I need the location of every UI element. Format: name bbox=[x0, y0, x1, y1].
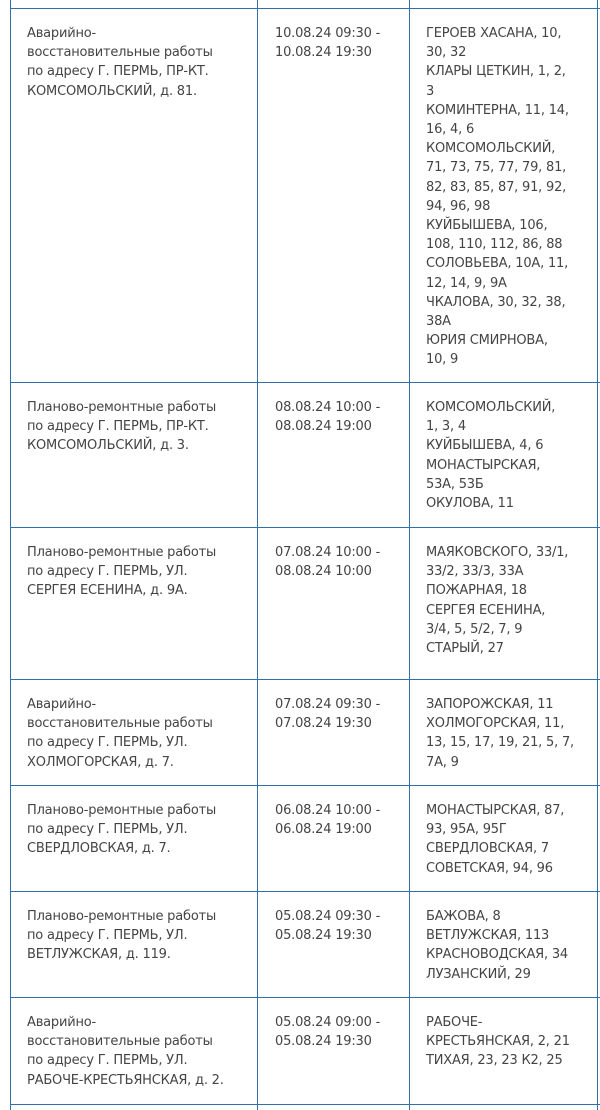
cell-text-line: 13, 15, 17, 19, 21, 5, 7, bbox=[426, 735, 574, 751]
row-border bbox=[10, 891, 600, 892]
cell-text-line: ОКУЛОВА, 11 bbox=[426, 496, 514, 512]
cell-text-line: КОМСОМОЛЬСКИЙ, bbox=[426, 400, 556, 415]
cell-text-line: БАЖОВА, 8 bbox=[426, 909, 501, 924]
cell-text-line: 82, 83, 85, 87, 91, 92, bbox=[426, 179, 567, 195]
addresses-cell bbox=[426, 1013, 596, 1071]
work-description-cell bbox=[27, 1013, 252, 1090]
cell-text-line: 30, 32 bbox=[426, 45, 467, 61]
cell-text-line: 10.08.24 19:30 bbox=[275, 45, 372, 61]
addresses-cell bbox=[426, 907, 596, 984]
cell-text-line: восстановительные работы bbox=[27, 1034, 213, 1050]
cell-text-line: 3/4, 5, 5/2, 7, 9 bbox=[426, 621, 523, 637]
column-border bbox=[409, 0, 410, 1110]
cell-text-line: 108, 110, 112, 86, 88 bbox=[426, 237, 563, 253]
cell-text-line: СВЕРДЛОВСКАЯ, д. 7. bbox=[27, 841, 171, 857]
cell-text-line: МАЯКОВСКОГО, 33/1, bbox=[426, 545, 569, 560]
cell-text-line: ХОЛМОГОРСКАЯ, д. 7. bbox=[27, 754, 174, 770]
cell-text-line: 94, 96, 98 bbox=[426, 198, 491, 214]
cell-text-line: 07.08.24 10:00 - bbox=[275, 545, 381, 560]
cell-text-line: РАБОЧЕ- bbox=[426, 1015, 483, 1030]
cell-text-line: КОМСОМОЛЬСКИЙ, bbox=[426, 141, 556, 157]
period-cell bbox=[275, 543, 405, 581]
cell-text-line: Планово-ремонтные работы bbox=[27, 803, 217, 818]
cell-text-line: 10.08.24 09:30 - bbox=[275, 26, 381, 41]
row-border bbox=[10, 527, 600, 528]
work-description-cell bbox=[27, 801, 252, 859]
cell-text-line: КУЙБЫШЕВА, 106, bbox=[426, 218, 548, 234]
work-description-cell bbox=[27, 695, 252, 772]
cell-text-line: 05.08.24 09:30 - bbox=[275, 909, 381, 924]
cell-text-line: 07.08.24 09:30 - bbox=[275, 697, 381, 712]
cell-text-line: 05.08.24 09:00 - bbox=[275, 1015, 381, 1030]
cell-text-line: ТИХАЯ, 23, 23 К2, 25 bbox=[426, 1053, 563, 1069]
cell-text-line: по адресу Г. ПЕРМЬ, УЛ. bbox=[27, 564, 188, 580]
cell-text-line: Планово-ремонтные работы bbox=[27, 545, 217, 560]
cell-text-line: 38А bbox=[426, 314, 451, 330]
cell-text-line: 06.08.24 10:00 - bbox=[275, 803, 381, 818]
cell-text-line: КРЕСТЬЯНСКАЯ, 2, 21 bbox=[426, 1034, 570, 1050]
cell-text-line: по адресу Г. ПЕРМЬ, ПР-КТ. bbox=[27, 419, 209, 435]
cell-text-line: по адресу Г. ПЕРМЬ, УЛ. bbox=[27, 928, 188, 944]
cell-text-line: восстановительные работы bbox=[27, 45, 213, 61]
cell-text-line: СТАРЫЙ, 27 bbox=[426, 641, 504, 657]
cell-text-line: 1, 3, 4 bbox=[426, 419, 466, 435]
work-description-cell bbox=[27, 398, 252, 456]
row-border bbox=[10, 8, 600, 9]
cell-text-line: 08.08.24 10:00 bbox=[275, 564, 372, 580]
addresses-cell bbox=[426, 695, 596, 772]
cell-text-line: РАБОЧЕ-КРЕСТЬЯНСКАЯ, д. 2. bbox=[27, 1072, 224, 1088]
cell-text-line: по адресу Г. ПЕРМЬ, УЛ. bbox=[27, 822, 188, 838]
cell-text-line: МОНАСТЫРСКАЯ, 87, bbox=[426, 803, 565, 818]
cell-text-line: КОМСОМОЛЬСКИЙ, д. 81. bbox=[27, 83, 197, 99]
row-border bbox=[10, 997, 600, 998]
cell-text-line: 08.08.24 19:00 bbox=[275, 419, 372, 435]
cell-text-line: МОНАСТЫРСКАЯ, bbox=[426, 457, 541, 473]
cell-text-line: СОЛОВЬЕВА, 10А, 11, bbox=[426, 256, 569, 272]
period-cell bbox=[275, 907, 405, 945]
period-cell bbox=[275, 801, 405, 839]
row-border bbox=[10, 382, 600, 383]
cell-text-line: Аварийно- bbox=[27, 1015, 97, 1030]
addresses-cell bbox=[426, 543, 596, 658]
cell-text-line: 06.08.24 19:00 bbox=[275, 822, 372, 838]
period-cell bbox=[275, 1013, 405, 1051]
cell-text-line: КОМИНТЕРНА, 11, 14, bbox=[426, 102, 569, 118]
cell-text-line: Планово-ремонтные работы bbox=[27, 400, 217, 415]
column-border bbox=[10, 0, 11, 1110]
cell-text-line: ЮРИЯ СМИРНОВА, bbox=[426, 333, 548, 349]
cell-text-line: 53А, 53Б bbox=[426, 476, 484, 492]
cell-text-line: 07.08.24 19:30 bbox=[275, 716, 372, 732]
cell-text-line: 3 bbox=[426, 83, 435, 99]
work-description-cell bbox=[27, 907, 252, 965]
addresses-cell bbox=[426, 24, 596, 370]
cell-text-line: ХОЛМОГОРСКАЯ, 11, bbox=[426, 716, 565, 732]
cell-text-line: 12, 14, 9, 9А bbox=[426, 275, 507, 291]
period-cell bbox=[275, 398, 405, 436]
row-border bbox=[10, 785, 600, 786]
cell-text-line: по адресу Г. ПЕРМЬ, УЛ. bbox=[27, 735, 188, 751]
cell-text-line: 08.08.24 10:00 - bbox=[275, 400, 381, 415]
cell-text-line: Аварийно- bbox=[27, 697, 97, 712]
cell-text-line: ВЕТЛУЖСКАЯ, 113 bbox=[426, 928, 550, 944]
period-cell bbox=[275, 695, 405, 733]
cell-text-line: ПОЖАРНАЯ, 18 bbox=[426, 583, 527, 599]
column-border bbox=[597, 0, 598, 1110]
cell-text-line: 93, 95А, 95Г bbox=[426, 822, 507, 838]
row-border bbox=[10, 1104, 600, 1105]
cell-text-line: СВЕРДЛОВСКАЯ, 7 bbox=[426, 841, 549, 857]
cell-text-line: ЛУЗАНСКИЙ, 29 bbox=[426, 966, 531, 982]
cell-text-line: по адресу Г. ПЕРМЬ, УЛ. bbox=[27, 1053, 188, 1069]
cell-text-line: КЛАРЫ ЦЕТКИН, 1, 2, bbox=[426, 64, 566, 80]
cell-text-line: 33/2, 33/3, 33А bbox=[426, 564, 524, 580]
cell-text-line: ЧКАЛОВА, 30, 32, 38, bbox=[426, 294, 566, 310]
cell-text-line: ГЕРОЕВ ХАСАНА, 10, bbox=[426, 26, 562, 41]
cell-text-line: 10, 9 bbox=[426, 352, 459, 368]
addresses-cell bbox=[426, 801, 596, 878]
cell-text-line: КОМСОМОЛЬСКИЙ, д. 3. bbox=[27, 438, 189, 454]
cell-text-line: восстановительные работы bbox=[27, 716, 213, 732]
cell-text-line: 71, 73, 75, 77, 79, 81, bbox=[426, 160, 567, 176]
column-border bbox=[257, 0, 258, 1110]
addresses-cell bbox=[426, 398, 596, 513]
cell-text-line: Планово-ремонтные работы bbox=[27, 909, 217, 924]
cell-text-line: КРАСНОВОДСКАЯ, 34 bbox=[426, 947, 568, 963]
cell-text-line: 05.08.24 19:30 bbox=[275, 928, 372, 944]
cell-text-line: по адресу Г. ПЕРМЬ, ПР-КТ. bbox=[27, 64, 209, 80]
cell-text-line: ЗАПОРОЖСКАЯ, 11 bbox=[426, 697, 554, 712]
cell-text-line: 16, 4, 6 bbox=[426, 122, 475, 138]
cell-text-line: ВЕТЛУЖСКАЯ, д. 119. bbox=[27, 947, 171, 963]
cell-text-line: СЕРГЕЯ ЕСЕНИНА, bbox=[426, 602, 546, 618]
row-border bbox=[10, 679, 600, 680]
period-cell bbox=[275, 24, 405, 62]
cell-text-line: СОВЕТСКАЯ, 94, 96 bbox=[426, 860, 553, 876]
cell-text-line: 05.08.24 19:30 bbox=[275, 1034, 372, 1050]
cell-text-line: 7А, 9 bbox=[426, 754, 459, 770]
work-description-cell bbox=[27, 543, 252, 601]
cell-text-line: Аварийно- bbox=[27, 26, 97, 41]
cell-text-line: КУЙБЫШЕВА, 4, 6 bbox=[426, 438, 544, 454]
cell-text-line: СЕРГЕЯ ЕСЕНИНА, д. 9А. bbox=[27, 583, 188, 599]
work-description-cell bbox=[27, 24, 252, 101]
